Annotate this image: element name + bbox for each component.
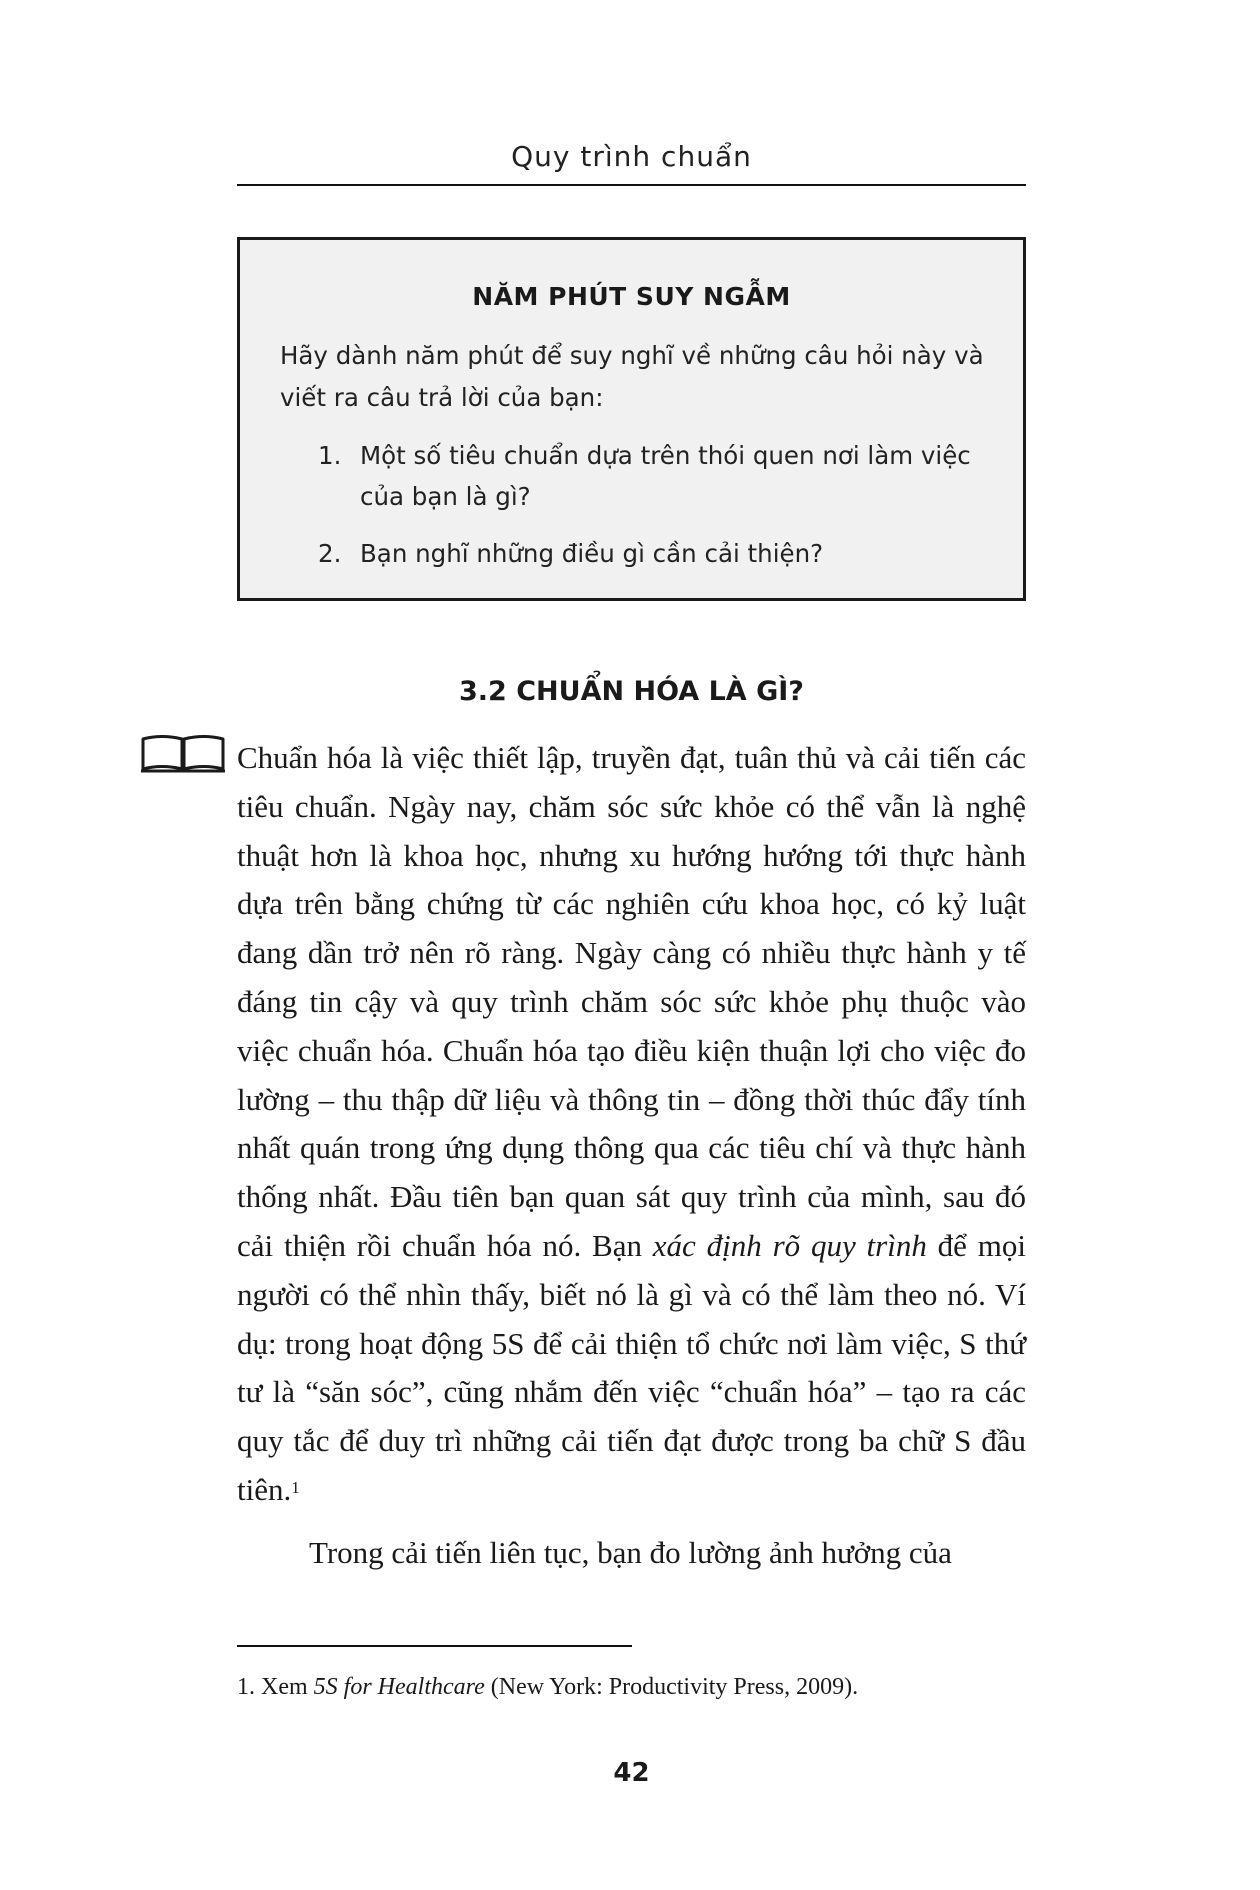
paragraph: Trong cải tiến liên tục, bạn đo lường ảnh hưởng của xyxy=(309,1534,952,1570)
list-item-text: Một số tiêu chuẩn dựa trên thói quen nơi làm việc của bạn là gì? xyxy=(360,441,971,511)
footnote-reference[interactable]: 1 xyxy=(291,1477,300,1497)
list-item-number: 1. xyxy=(318,441,342,470)
header-rule xyxy=(237,184,1026,186)
emphasis-text: xác định rõ quy trình xyxy=(652,1227,927,1263)
list-item-number: 2. xyxy=(318,539,342,568)
paragraph xyxy=(237,734,1026,1515)
page-number: 42 xyxy=(613,1758,650,1788)
section-heading: 3.2 CHUẨN HÓA LÀ GÌ? xyxy=(459,676,804,707)
footnote-suffix: (New York: Productivity Press, 2009). xyxy=(490,1674,859,1700)
reflection-question-list xyxy=(280,435,989,590)
footnote-prefix: 1. Xem xyxy=(237,1674,308,1700)
footnote-rule xyxy=(237,1645,632,1647)
list-item xyxy=(280,533,989,574)
open-book-icon xyxy=(140,733,226,773)
list-item xyxy=(280,435,989,517)
paragraph-text: để mọi người có thể nhìn thấy, biết nó là gì và có thể làm theo nó. Ví dụ: trong hoạt động 5S để cải thiện tổ chức nơi làm việc, S thứ tư là “săn sóc”, cũng nhắm đến việc “chuẩn hóa” – tạo ra các quy tắc để duy trì những cải tiến đạt được trong ba chữ S đầu tiên. xyxy=(237,1227,1026,1507)
footnote xyxy=(237,1674,1026,1701)
list-item-text: Bạn nghĩ những điều gì cần cải thiện? xyxy=(360,539,824,568)
reflection-box xyxy=(237,237,1026,601)
body-text xyxy=(237,734,1026,1578)
footnote-title: 5S for Healthcare xyxy=(313,1674,485,1700)
paragraph-text: Chuẩn hóa là việc thiết lập, truyền đạt, tuân thủ và cải tiến các tiêu chuẩn. Ngày nay, chăm sóc sức khỏe có thể vẫn là nghệ thuật hơn là khoa học, nhưng xu hướng hướng tới thực hành dựa trên bằng chứng từ các nghiên cứu khoa học, có kỷ luật đang dần trở nên rõ ràng. Ngày càng có nhiều thực hành y tế đáng tin cậy và quy trình chăm sóc sức khỏe phụ thuộc vào việc chuẩn hóa. Chuẩn hóa tạo điều kiện thuận lợi cho việc đo lường – thu thập dữ liệu và thông tin – đồng thời thúc đẩy tính nhất quán trong ứng dụng thông qua các tiêu chí và thực hành thống nhất. Đầu tiên bạn quan sát quy trình của mình, sau đó cải thiện rồi chuẩn hóa nó. Bạn xyxy=(237,740,1026,1263)
reflection-box-title: NĂM PHÚT SUY NGẪM xyxy=(472,282,791,311)
running-header: Quy trình chuẩn xyxy=(511,140,752,173)
reflection-box-intro: Hãy dành năm phút để suy nghĩ về những câu hỏi này và viết ra câu trả lời của bạn: xyxy=(280,341,984,412)
